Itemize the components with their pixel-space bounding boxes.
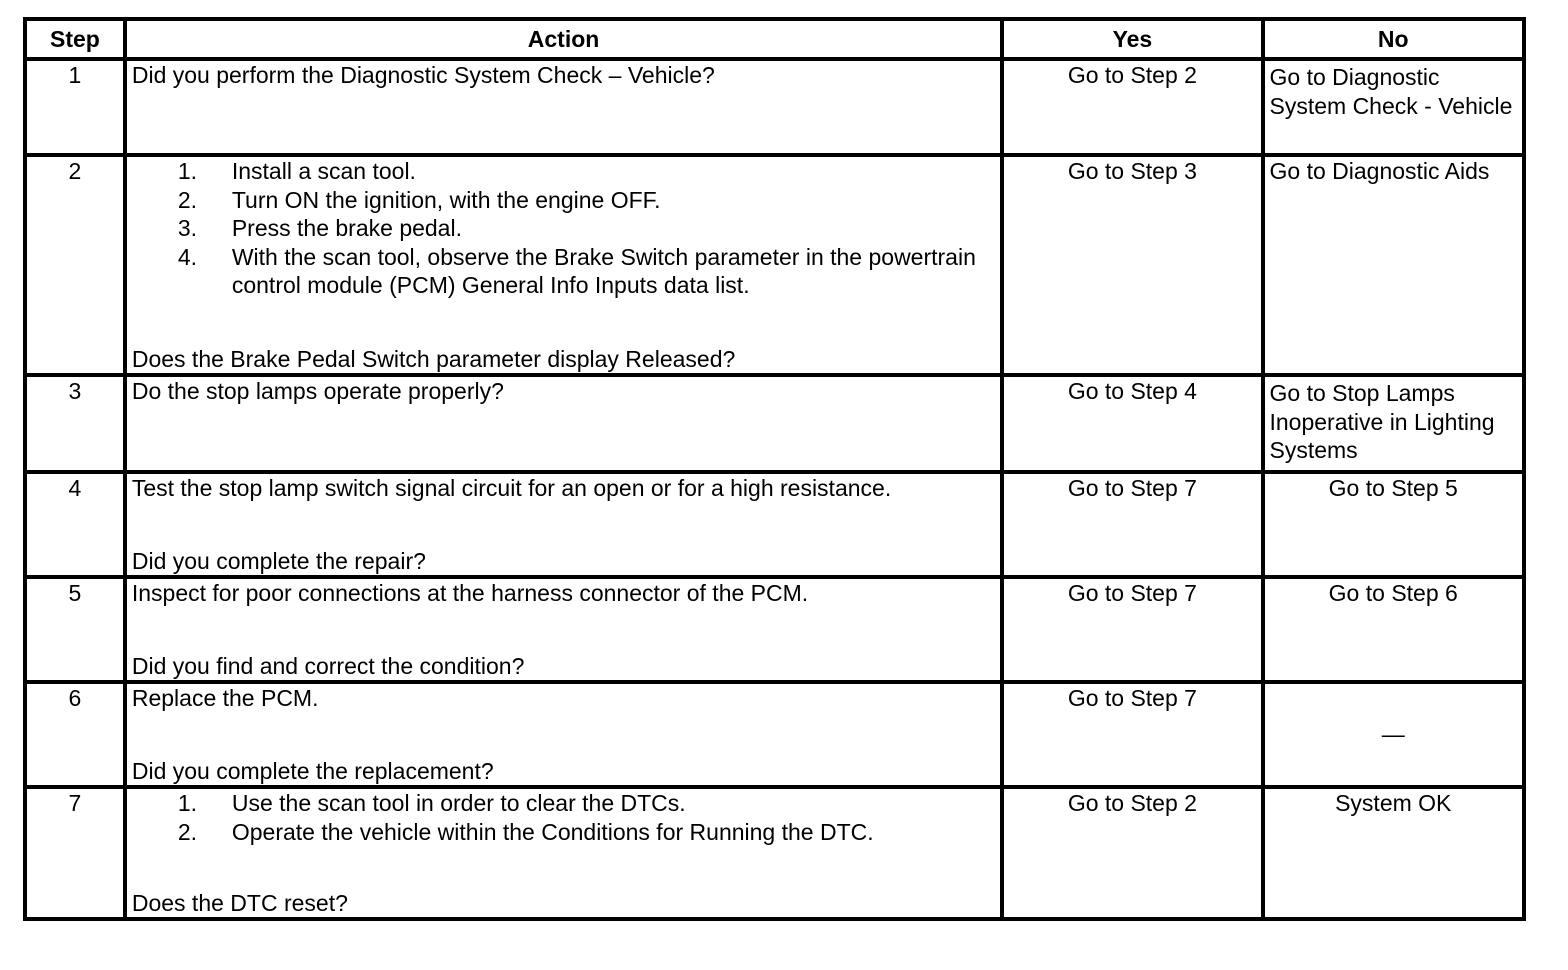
action-question: Did you complete the repair? xyxy=(131,547,426,574)
action-steps-list xyxy=(132,789,995,846)
action-question: Did you complete the replacement? xyxy=(131,757,494,784)
no-cell: Go to Step 6 xyxy=(1263,577,1525,682)
yes-cell: Go to Step 3 xyxy=(1002,155,1262,375)
action-question: Did you perform the Diagnostic System Check – Vehicle? xyxy=(131,62,715,88)
action-text: Test the stop lamp switch signal circuit for an open or for a high resistance. xyxy=(131,475,892,501)
action-question: Do the stop lamps operate properly? xyxy=(131,378,504,404)
yes-cell: Go to Step 7 xyxy=(1002,682,1262,787)
diagnostic-table xyxy=(23,17,1526,921)
no-cell: System OK xyxy=(1263,787,1525,919)
header-action: Action xyxy=(125,19,1002,59)
step-number: 1 xyxy=(25,59,125,155)
action-cell xyxy=(125,59,1002,155)
no-cell: Go to Diagnostic Aids xyxy=(1263,155,1525,375)
action-cell xyxy=(125,787,1002,919)
action-question: Does the Brake Pedal Switch parameter display Released? xyxy=(131,345,736,372)
step-number: 6 xyxy=(25,682,125,787)
table-row xyxy=(25,682,1524,787)
list-item: 1. Use the scan tool in order to clear the DTCs. xyxy=(177,790,686,816)
action-cell xyxy=(125,682,1002,787)
step-number: 2 xyxy=(25,155,125,375)
yes-cell: Go to Step 7 xyxy=(1002,472,1262,577)
action-cell xyxy=(125,375,1002,472)
table-row xyxy=(25,375,1524,472)
list-item: 1. Install a scan tool. xyxy=(177,158,416,184)
table-row xyxy=(25,155,1524,375)
header-row xyxy=(25,19,1524,59)
header-step: Step xyxy=(25,19,125,59)
list-item: 4. With the scan tool, observe the Brake Switch parameter in the powertrain control module (PCM) General Info Inputs data list. xyxy=(177,243,976,298)
list-item: 3. Press the brake pedal. xyxy=(177,215,462,241)
action-question: Does the DTC reset? xyxy=(131,889,348,916)
step-number: 3 xyxy=(25,375,125,472)
table-row xyxy=(25,59,1524,155)
table-row xyxy=(25,577,1524,682)
action-text: Replace the PCM. xyxy=(131,685,319,711)
no-cell: Go to Step 5 xyxy=(1263,472,1525,577)
yes-cell: Go to Step 7 xyxy=(1002,577,1262,682)
action-cell xyxy=(125,472,1002,577)
no-cell: Go to Diagnostic System Check - Vehicle xyxy=(1263,59,1525,155)
action-question: Did you find and correct the condition? xyxy=(131,652,525,679)
action-steps-list xyxy=(132,157,995,300)
step-number: 5 xyxy=(25,577,125,682)
table-row xyxy=(25,787,1524,919)
table-row xyxy=(25,472,1524,577)
no-cell: — xyxy=(1263,682,1525,787)
action-text: Inspect for poor connections at the harness connector of the PCM. xyxy=(131,580,809,606)
yes-cell: Go to Step 2 xyxy=(1002,59,1262,155)
action-cell xyxy=(125,155,1002,375)
yes-cell: Go to Step 2 xyxy=(1002,787,1262,919)
step-number: 4 xyxy=(25,472,125,577)
action-cell xyxy=(125,577,1002,682)
step-number: 7 xyxy=(25,787,125,919)
header-yes: Yes xyxy=(1002,19,1262,59)
header-no: No xyxy=(1263,19,1525,59)
no-cell: Go to Stop Lamps Inoperative in Lighting Systems xyxy=(1263,375,1525,472)
list-item: 2. Turn ON the ignition, with the engine OFF. xyxy=(177,186,661,213)
list-item: 2. Operate the vehicle within the Conditions for Running the DTC. xyxy=(177,818,874,845)
yes-cell: Go to Step 4 xyxy=(1002,375,1262,472)
